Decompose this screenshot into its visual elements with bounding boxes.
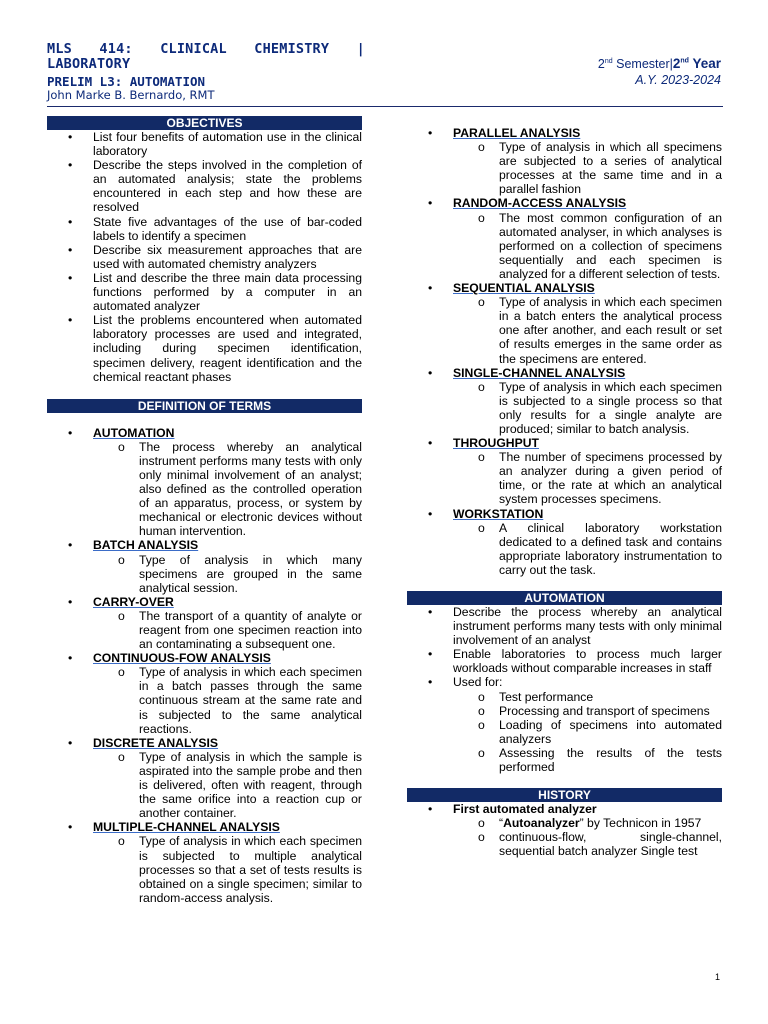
term-definition: o The most common configuration of an automated analyser, in which analyses is performed on a collection of specimens sequentially and each specimen is analyzed for a different selection of tests. xyxy=(453,211,722,281)
term-item xyxy=(407,126,722,196)
term-item xyxy=(47,820,362,905)
history-subitem: o “Autoanalyzer” by Technicon in 1957 xyxy=(453,816,722,830)
definitions-list xyxy=(47,426,362,905)
term-definition: o Type of analysis in which each specimen in a batch passes through the same continuous stream at the same rate and is subjected to the same analytical reactions. xyxy=(93,665,362,735)
term-item xyxy=(407,366,722,436)
definitions-list-continued xyxy=(407,126,722,577)
document-header xyxy=(47,42,723,107)
term-definition: o Type of analysis in which all specimens are subjected to a series of analytical processes at the same time and in a parallel fashion xyxy=(453,140,722,196)
term-definition: o Type of analysis in which each specimen is subjected to a single process so that only results for a single analyte are produced; similar to batch analysis. xyxy=(453,380,722,436)
term-item xyxy=(407,196,722,281)
automation-item: • Describe the process whereby an analytical instrument performs many tests with only minimal involvement of an analyst xyxy=(407,605,722,647)
objectives-heading: OBJECTIVES xyxy=(47,116,362,130)
objectives-list xyxy=(47,130,362,384)
history-heading: HISTORY xyxy=(407,788,722,802)
automation-item: • Enable laboratories to process much larger workloads without comparable increases in staff xyxy=(407,647,722,675)
term-label: DISCRETE ANALYSIS xyxy=(93,735,219,750)
term-item xyxy=(47,736,362,821)
objective-item: • List and describe the three main data processing functions performed by a computer in an automated analyzer xyxy=(47,271,362,313)
used-for-item: o Processing and transport of specimens xyxy=(453,704,722,718)
used-for-item: o Loading of specimens into automated analyzers xyxy=(453,718,722,746)
automation-list xyxy=(407,605,722,774)
history-list xyxy=(407,802,722,858)
term-definition: o Type of analysis in which many specimens are grouped in the same analytical session. xyxy=(93,553,362,595)
right-column xyxy=(407,126,722,859)
term-definition: o The number of specimens processed by an analyzer during a given period of time, or the rate at which an analytical system processes specimens. xyxy=(453,450,722,506)
term-item xyxy=(407,436,722,506)
term-definition: o The process whereby an analytical instrument performs many tests with only only minimal involvement of an analyst; also defined as the controlled operation of an apparatus, process, or system by mechanical or electronic devices without human intervention. xyxy=(93,440,362,539)
term-label: WORKSTATION xyxy=(453,506,544,521)
term-label: RANDOM-ACCESS ANALYSIS xyxy=(453,196,627,211)
term-definition: o Type of analysis in which the sample is aspirated into the sample probe and then is delivered, often with reagent, through the same orifice into a reaction cup or another container. xyxy=(93,750,362,820)
term-definition: o Type of analysis in which each specimen is subjected to multiple analytical processes so that a set of tests results is obtained on a single specimen; similar to random-access analysis. xyxy=(93,834,362,904)
term-label: CONTINUOUS-FOW ANALYSIS xyxy=(93,651,271,666)
left-column xyxy=(47,116,362,905)
page-number: 1 xyxy=(714,972,720,982)
term-label: AUTOMATION xyxy=(93,425,175,440)
semester-label: 2nd Semester|2nd Year xyxy=(597,56,721,71)
history-item xyxy=(407,802,722,858)
term-item xyxy=(47,651,362,736)
used-for-item: o Assessing the results of the tests performed xyxy=(453,746,722,774)
term-definition: o The transport of a quantity of analyte or reagent from one specimen reaction into an contaminating a subsequent one. xyxy=(93,609,362,651)
term-label: PARALLEL ANALYSIS xyxy=(453,126,581,140)
course-title: MLS 414: CLINICAL CHEMISTRY | LABORATORY xyxy=(47,41,365,72)
term-label: THROUGHPUT xyxy=(453,436,539,451)
term-label: CARRY-OVER xyxy=(93,594,174,609)
objective-item: • List four benefits of automation use in the clinical laboratory xyxy=(47,130,362,158)
term-item xyxy=(47,595,362,651)
objective-item: • Describe six measurement approaches that are used with automated chemistry analyzers xyxy=(47,243,362,271)
term-label: SEQUENTIAL ANALYSIS xyxy=(453,281,595,296)
academic-year: A.Y. 2023-2024 xyxy=(635,73,721,87)
used-for-item: o Test performance xyxy=(453,690,722,704)
first-analyzer-label: First automated analyzer xyxy=(453,802,597,817)
objective-item: • List the problems encountered when automated laboratory processes are used and integrated, including during specimen identification, specimen delivery, reagent identification and the chemical reactant phases xyxy=(47,313,362,383)
term-definition: o Type of analysis in which each specimen in a batch enters the analytical process one after another, and each result or set of results emerges in the same order as the specimens are entered. xyxy=(453,295,722,365)
term-item xyxy=(407,507,722,577)
automation-item xyxy=(407,675,722,774)
author-name: John Marke B. Bernardo, RMT xyxy=(47,88,215,102)
term-label: SINGLE-CHANNEL ANALYSIS xyxy=(453,365,626,380)
term-label: BATCH ANALYSIS xyxy=(93,538,199,553)
objective-item: • Describe the steps involved in the completion of an automated analysis; state the problems encountered in each step and how these are resolved xyxy=(47,158,362,214)
autoanalyzer-name: Autoanalyzer xyxy=(503,816,580,831)
used-for-label: Used for: xyxy=(453,675,503,690)
term-item xyxy=(407,281,722,366)
history-subitem: o continuous-flow, single-channel, sequential batch analyzer Single test xyxy=(453,830,722,858)
automation-heading: AUTOMATION xyxy=(407,591,722,605)
term-item xyxy=(47,538,362,594)
term-label: MULTIPLE-CHANNEL ANALYSIS xyxy=(93,820,280,835)
lesson-title: PRELIM L3: AUTOMATION xyxy=(47,74,206,89)
term-item xyxy=(47,426,362,539)
objective-item: • State five advantages of the use of bar-coded labels to identify a specimen xyxy=(47,215,362,243)
definitions-heading: DEFINITION OF TERMS xyxy=(47,399,362,413)
term-definition: o A clinical laboratory workstation dedicated to a defined task and contains appropriate laboratory instrumentation to carry out the task. xyxy=(453,521,722,577)
